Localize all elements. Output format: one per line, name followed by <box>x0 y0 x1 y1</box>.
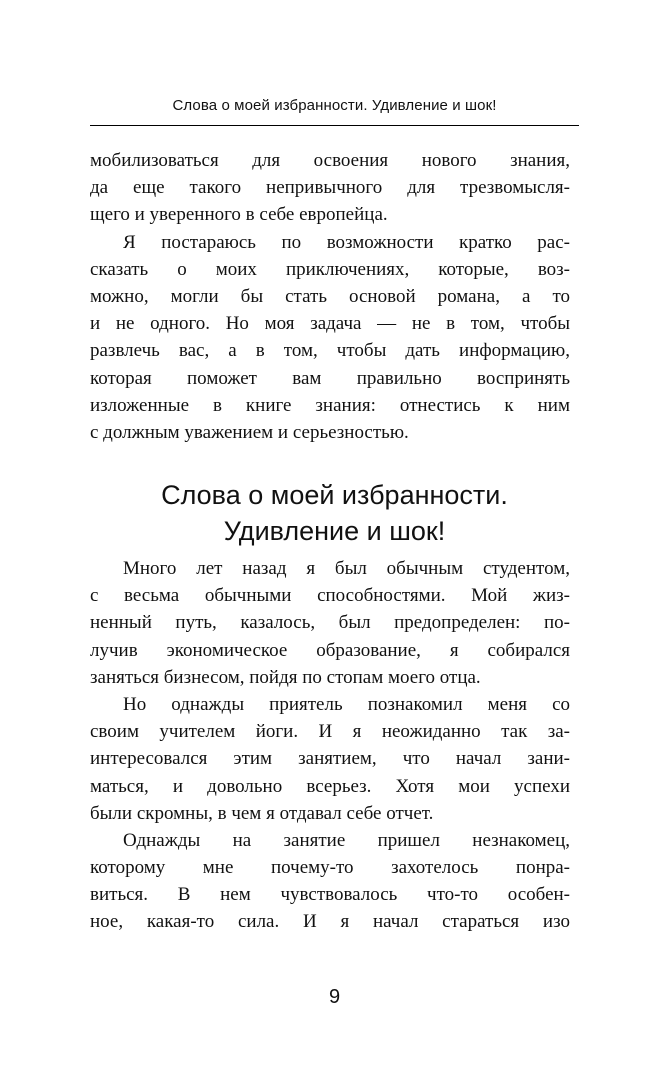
intro-paragraphs <box>90 147 570 446</box>
text-line: заняться бизнесом, пойдя по стопам моего отца. <box>90 666 481 688</box>
text-line: лучив экономическое образование, я собирался <box>90 639 570 661</box>
section-heading-line: Слова о моей избранности. <box>161 480 508 510</box>
text-line: Много лет назад я был обычным студентом, <box>123 558 570 579</box>
text-line: виться. В нем чувствовалось что-то особен- <box>90 884 570 906</box>
chapter-paragraphs <box>90 555 570 936</box>
text-line: да еще такого непривычного для трезвомысля- <box>90 177 570 199</box>
running-head: Слова о моей избранности. Удивление и шок! <box>172 97 497 114</box>
text-line: мобилизоваться для освоения нового знания, <box>90 150 570 171</box>
text-line: своим учителем йоги. И я неожиданно так за- <box>90 721 570 743</box>
text-line: были скромны, в чем я отдавал себе отчет. <box>90 802 434 824</box>
text-line: которая поможет вам правильно воспринять <box>90 367 570 389</box>
header-rule <box>90 125 579 126</box>
section-heading <box>0 477 669 549</box>
text-line: интересовался этим занятием, что начал зани- <box>90 748 570 770</box>
text-line: ное, какая-то сила. И я начал стараться изо <box>90 911 570 933</box>
text-line: можно, могли бы стать основой романа, а то <box>90 285 570 307</box>
text-line: развлечь вас, а в том, чтобы дать информацию, <box>90 340 570 362</box>
text-line: и не одного. Но моя задача — не в том, чтобы <box>90 313 570 335</box>
section-heading-line: Удивление и шок! <box>223 516 446 546</box>
page-number: 9 <box>328 986 341 1008</box>
text-line: с должным уважением и серьезностью. <box>90 421 409 443</box>
text-line: Однажды на занятие пришел незнакомец, <box>123 829 570 851</box>
text-line: с весьма обычными способностями. Мой жиз- <box>90 585 570 607</box>
text-line: маться, и довольно всерьез. Хотя мои успехи <box>90 775 570 797</box>
text-line: Я постараюсь по возможности кратко рас- <box>123 231 570 253</box>
text-line: сказать о моих приключениях, которые, воз- <box>90 258 570 280</box>
text-line: изложенные в книге знания: отнестись к ним <box>90 394 570 416</box>
text-line: которому мне почему-то захотелось понра- <box>90 857 570 879</box>
text-line: щего и уверенного в себе европейца. <box>90 204 388 226</box>
text-line: ненный путь, казалось, был предопределен: по- <box>90 612 570 634</box>
text-line: Но однажды приятель познакомил меня со <box>123 693 570 715</box>
